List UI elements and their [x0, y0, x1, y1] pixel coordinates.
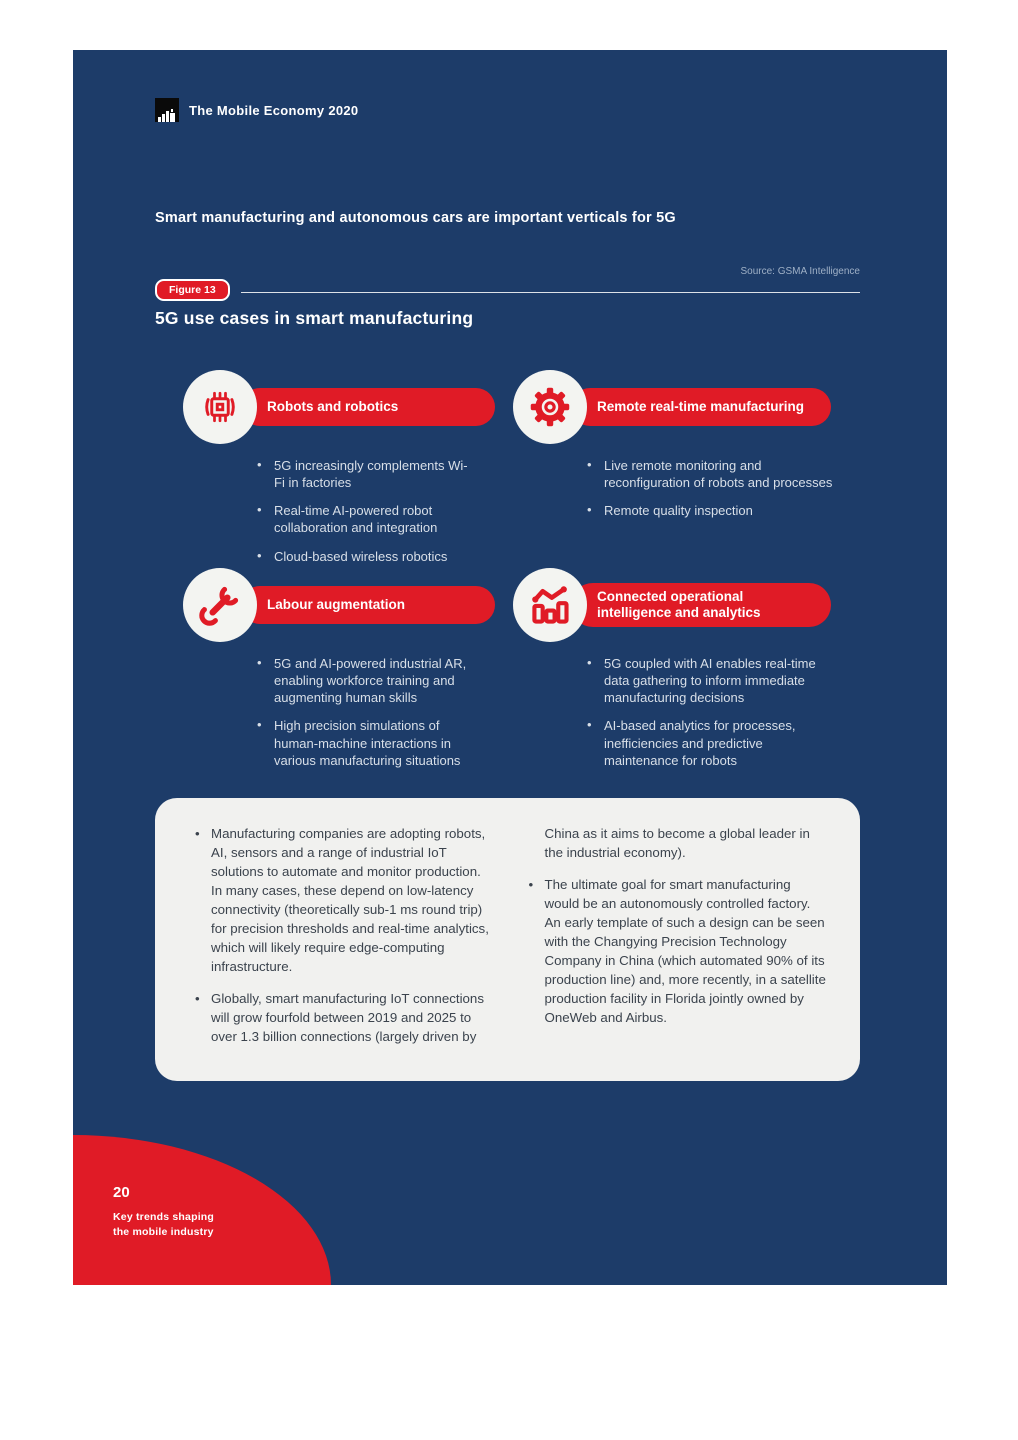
note-paragraph-continued: China as it aims to become a global leader in the industrial economy).	[544, 826, 810, 860]
use-case-header	[183, 370, 513, 444]
use-case-bullet: • High precision simulations of human-machine interactions in various manufacturing situations	[257, 717, 471, 768]
note-paragraph: • Manufacturing companies are adopting robots, AI, sensors and a range of industrial IoT solutions to automate and monitor production. In many cases, these depend on low-latency connectivity (theoretically sub-1 ms round trip) for precision thresholds and real-time analytics, which will likely require edge-computing infrastructure.	[193, 824, 493, 976]
analytics-icon	[513, 568, 587, 642]
use-case-header	[513, 370, 843, 444]
note-paragraph: • The ultimate goal for smart manufacturing would be an autonomously controlled factory. An early template of such a design can be seen with the Changying Precision Technology Company in China (which automated 90% of its production line) and, more recently, in a satellite production facility in Florida jointly owned by OneWeb and Airbus.	[527, 875, 827, 1027]
figure-rule	[241, 292, 860, 293]
use-case-bullet: • 5G coupled with AI enables real-time data gathering to inform immediate manufacturing decisions	[587, 655, 833, 706]
figure-label-badge: Figure 13	[155, 279, 230, 301]
use-case-bullet: • 5G and AI-powered industrial AR, enabling workforce training and augmenting human skills	[257, 655, 471, 706]
use-case-bullets	[587, 655, 833, 769]
footer-caption	[113, 1210, 214, 1242]
use-case-header	[513, 568, 843, 642]
use-case-bullets	[257, 457, 471, 565]
use-case-pill	[571, 388, 831, 426]
use-case-bullet: • Cloud-based wireless robotics	[257, 548, 471, 565]
use-case-pill	[241, 388, 495, 426]
use-case-title: Remote real-time manufacturing	[597, 399, 805, 415]
use-case-remote	[513, 370, 843, 530]
note-paragraph: • Globally, smart manufacturing IoT connections will grow fourfold between 2019 and 2025 to over 1.3 billion connections (largely driven by	[193, 989, 493, 1046]
report-page	[73, 50, 947, 1285]
use-case-bullet: • Live remote monitoring and reconfiguration of robots and processes	[587, 457, 833, 491]
use-case-bullet: • AI-based analytics for processes, inefficiencies and predictive maintenance for robots	[587, 717, 833, 768]
use-case-robots	[183, 370, 513, 576]
use-case-header	[183, 568, 513, 642]
chip-icon	[183, 370, 257, 444]
notes-left-column	[193, 824, 493, 1059]
brand-row	[155, 98, 358, 122]
page-footer	[113, 1184, 214, 1242]
use-case-bullets	[587, 457, 833, 519]
use-case-labour	[183, 568, 513, 780]
wrench-icon	[183, 568, 257, 642]
notes-right-column	[527, 824, 827, 1059]
use-case-bullet: • 5G increasingly complements Wi-Fi in factories	[257, 457, 471, 491]
footer-caption-line: Key trends shaping	[113, 1210, 215, 1223]
footer-caption-line: the mobile industry	[113, 1226, 214, 1239]
figure-title: 5G use cases in smart manufacturing	[155, 308, 474, 328]
figure-source: Source: GSMA Intelligence	[740, 266, 860, 277]
use-case-pill	[571, 583, 831, 627]
use-case-title: Labour augmentation	[267, 597, 405, 613]
use-case-bullet: • Real-time AI-powered robot collaboration and integration	[257, 502, 471, 536]
use-case-title: Robots and robotics	[267, 399, 399, 415]
notes-box	[155, 798, 860, 1081]
use-case-bullet: • Remote quality inspection	[587, 502, 833, 519]
use-case-bullets	[257, 655, 471, 769]
section-heading: Smart manufacturing and autonomous cars are important verticals for 5G	[155, 210, 676, 226]
page-number: 20	[113, 1183, 130, 1201]
use-case-title: Connected operational intelligence and analytics	[597, 589, 761, 620]
brand-title: The Mobile Economy 2020	[189, 102, 359, 118]
gsma-logo-icon	[155, 98, 179, 122]
gear-icon	[513, 370, 587, 444]
use-case-analytics	[513, 568, 843, 780]
use-case-pill	[241, 586, 495, 624]
